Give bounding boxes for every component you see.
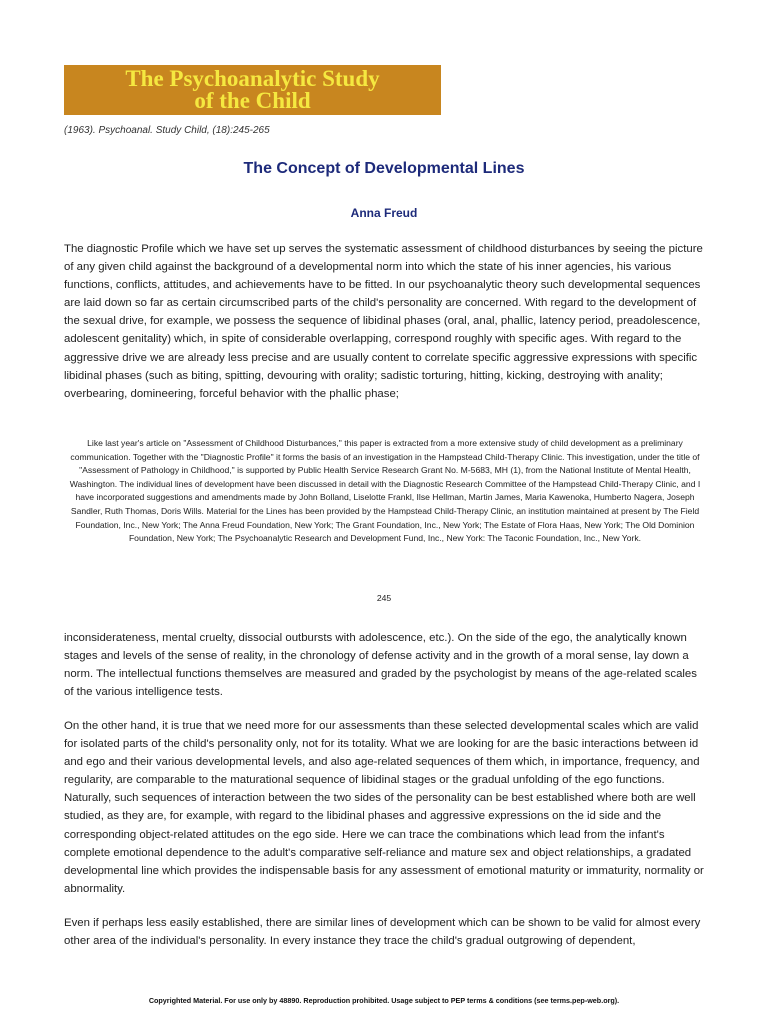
footnote: Like last year's article on "Assessment of Childhood Disturbances," this paper is extracted from a more extensive study of child development as a preliminary communication. Together with the "Diagnostic Profile" it forms the basis of an investigation in the Hampstead Child-Therapy Clinic. This investigation, under the title of "Assessment of Pathology in Childhood," is supported by Public Health Service Research Grant No. M-5683, MH (1), from the National Institute of Mental Health, Washington. The individual lines of development have been discussed in detail with the Diagnostic Research Committee of the Hampstead Child-Therapy Clinic, and I have incorporated suggestions and amendments made by John Bolland, Liselotte Frankl, Ilse Hellman, Martin James, Maria Kawenoka, Humberto Nagera, Joseph Sandler, Ruth Thomas, Doris Wills. Material for the Lines has been provided by the Hampstead Child-Therapy Clinic, an institution maintained at present by The Field Foundation, Inc., New York; The Anna Freud Foundation, New York; The Grant Foundation, Inc., New York; The Estate of Flora Haas, New York; The Old Dominion Foundation, New York; The Psychoanalytic Research and Development Fund, Inc., New York: The Taconic Foundation, Inc., New York. bbox=[69, 438, 701, 544]
journal-banner bbox=[64, 65, 441, 115]
paragraph-3: On the other hand, it is true that we need more for our assessments than these selected developmental scales which are valid for isolated parts of the child's personality only, not for its totality. What we are looking for are the basic interactions between id and ego and their various developmental levels, and also age-related sequences of them which, in importance, frequency, and regularity, are comparable to the maturational sequence of libidinal stages or the gradual unfolding of the ego functions. Naturally, such sequences of interaction between the two sides of the personality can be best established where both are well studied, as they are, for example, with regard to the libidinal phases and aggressive expressions on the id side and the corresponding object-related attitudes on the ego side. Here we can trace the combinations which lead from the infant's complete emotional dependence to the adult's comparative self-reliance and mature sex and object relationships, a gradated developmental line which provides the indispensable basis for any assessment of emotional maturity or immaturity, normality or abnormality. bbox=[64, 720, 704, 895]
copyright-notice: Copyrighted Material. For use only by 48890. Reproduction prohibited. Usage subject to PEP terms & conditions (see terms.pep-web.org). bbox=[148, 996, 620, 1005]
paragraph-2: inconsiderateness, mental cruelty, dissocial outbursts with adolescence, etc.). On the side of the ego, the analytically known stages and levels of the sense of reality, in the chronology of defense activity and in the growth of a moral sense, lay down a norm. The intellectual functions themselves are measured and graded by the psychologist by means of the age-related scales of the various intelligence tests. bbox=[64, 632, 697, 699]
journal-title-line-2: of the Child bbox=[194, 88, 311, 113]
citation: (1963). Psychoanal. Study Child, (18):245-265 bbox=[64, 125, 270, 136]
article-title: The Concept of Developmental Lines bbox=[243, 160, 525, 177]
page-number: 245 bbox=[376, 593, 392, 603]
journal-title-line-1: The Psychoanalytic Study bbox=[125, 66, 380, 91]
author-name: Anna Freud bbox=[350, 206, 418, 220]
paragraph-1: The diagnostic Profile which we have set up serves the systematic assessment of childhood disturbances by seeing the picture of any given child against the background of a developmental norm into which the state of his inner agencies, his various functions, conflicts, attitudes, and achievements have to be fitted. In our psychoanalytic theory such developmental sequences are laid down so far as certain circumscribed parts of the child's personality are concerned. With regard to the development of the sexual drive, for example, we possess the sequence of libidinal phases (oral, anal, phallic, latency period, preadolescence, adolescent genitality) which, in spite of considerable overlapping, correspond roughly with specific ages. With regard to the aggressive drive we are already less precise and are usually content to correlate specific aggressive expressions with specific libidinal phases (such as biting, spitting, devouring with orality; sadistic torturing, hitting, kicking, destroying with anality; overbearing, domineering, forceful behavior with the phallic phase; bbox=[64, 243, 703, 400]
paragraph-4: Even if perhaps less easily established, there are similar lines of development which can be shown to be valid for almost every other area of the individual's personality. In every instance they trace the child's gradual outgrowing of dependent, bbox=[64, 917, 701, 948]
